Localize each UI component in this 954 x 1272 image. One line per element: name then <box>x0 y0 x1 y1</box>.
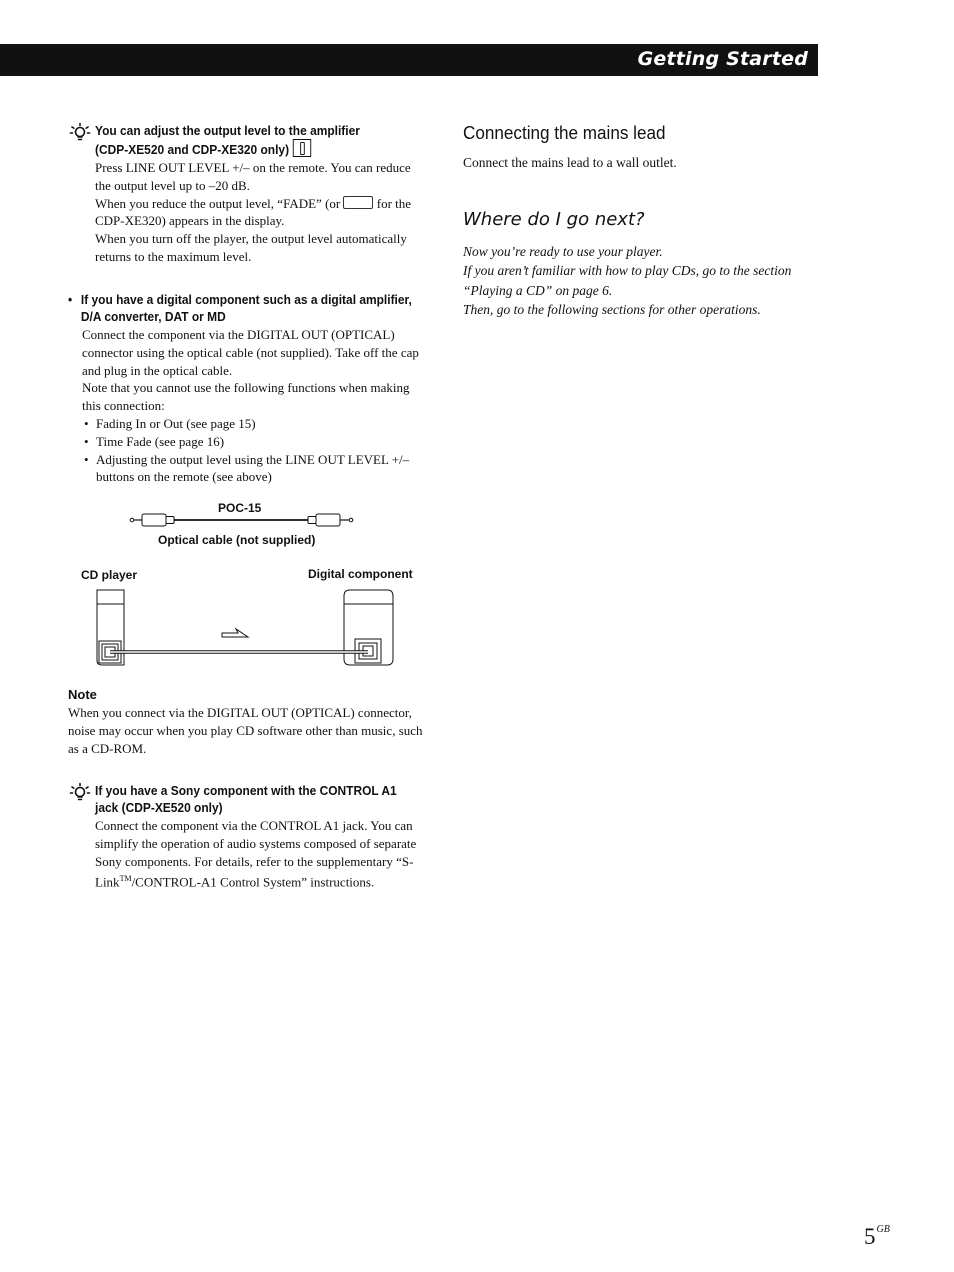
tip-paragraph: Press LINE OUT LEVEL +/– on the remote. You can reduce the output level up to –20 dB. <box>95 160 411 193</box>
tip-heading-line: You can adjust the output level to the amplifier <box>95 123 360 138</box>
next-body <box>463 242 843 320</box>
digital-heading-text: If you have a digital component such as a digital amplifier, D/A converter, DAT or MD <box>80 292 412 324</box>
list-item: • Time Fade (see page 16) <box>82 433 428 451</box>
diagram-drawing <box>70 498 430 670</box>
mains-body: Connect the mains lead to a wall outlet. <box>463 155 677 170</box>
page-number <box>864 1224 890 1250</box>
section-title: Getting Started <box>637 48 808 70</box>
connection-diagram <box>70 498 430 670</box>
page-number-value: 5 <box>864 1224 876 1249</box>
tip-text: When you reduce the output level, “FADE” (or <box>95 195 344 211</box>
note-section <box>68 686 428 757</box>
digital-paragraph: Connect the component via the DIGITAL OUT (OPTICAL) connector using the optical cable (not supplied). Take off the cap and plug in the optical cable. <box>82 327 419 378</box>
tip-heading-line: jack (CDP-XE520 only) <box>95 800 223 815</box>
remote-icon <box>293 139 311 157</box>
arrow-right-icon <box>222 629 248 637</box>
tip-text: Connect the component via the CONTROL A1 jack. You can simplify the operation of audio systems composed of separate Sony components. For details, refer to the supplementary “S-Link <box>95 818 417 890</box>
tip-body <box>95 159 428 266</box>
digital-paragraph: Note that you cannot use the following functions when making this connection: <box>82 380 410 414</box>
digital-component-label: Digital component <box>308 567 413 581</box>
next-section <box>463 209 843 320</box>
tip-heading <box>95 782 408 816</box>
section-header-bar <box>0 44 818 76</box>
mains-heading: Connecting the mains lead <box>463 123 666 143</box>
digital-heading <box>68 291 412 325</box>
cd-player-label: CD player <box>81 568 138 582</box>
fade-display-icon <box>343 196 373 209</box>
lightbulb-icon <box>68 782 92 804</box>
cable-model-label: POC-15 <box>218 501 262 515</box>
digital-component-section <box>68 291 428 486</box>
digital-body <box>82 326 428 486</box>
list-item: • Adjusting the output level using the LINE OUT LEVEL +/– buttons on the remote (see above) <box>82 451 428 487</box>
tip-heading-line: (CDP-XE520 and CDP-XE320 only) <box>95 142 290 157</box>
page-language-suffix: GB <box>876 1224 890 1235</box>
function-list <box>82 415 428 486</box>
bullet: • <box>68 292 73 307</box>
next-line: Now you’re ready to use your player. <box>463 244 663 259</box>
next-line: If you aren’t familiar with how to play CDs, go to the section “Playing a CD” on page 6. <box>463 263 792 298</box>
cable-caption: Optical cable (not supplied) <box>158 533 316 547</box>
tip-heading <box>95 122 408 158</box>
note-heading: Note <box>68 687 97 702</box>
next-heading: Where do I go next? <box>463 209 645 230</box>
tip-output-level <box>68 122 428 266</box>
tip-paragraph <box>95 195 428 231</box>
tip-paragraph: When you turn off the player, the output level automatically returns to the maximum level. <box>95 231 407 264</box>
next-line: Then, go to the following sections for other operations. <box>463 302 761 318</box>
lightbulb-icon <box>68 122 92 144</box>
tip-heading-line: If you have a Sony component with the CONTROL A1 <box>95 783 397 798</box>
tip-body <box>95 817 428 892</box>
tip-control-a1 <box>68 782 428 892</box>
note-body: When you connect via the DIGITAL OUT (OPTICAL) connector, noise may occur when you play CD software other than music, such as a CD-ROM. <box>68 705 423 756</box>
tip-text: for the CDP-XE320) appears in the display. <box>95 195 412 229</box>
mains-section <box>463 122 843 172</box>
trademark-mark: TM <box>119 874 132 884</box>
list-item: • Fading In or Out (see page 15) <box>82 415 428 433</box>
optical-cable-icon <box>130 514 353 526</box>
tip-text: /CONTROL-A1 Control System” instructions. <box>131 874 375 890</box>
